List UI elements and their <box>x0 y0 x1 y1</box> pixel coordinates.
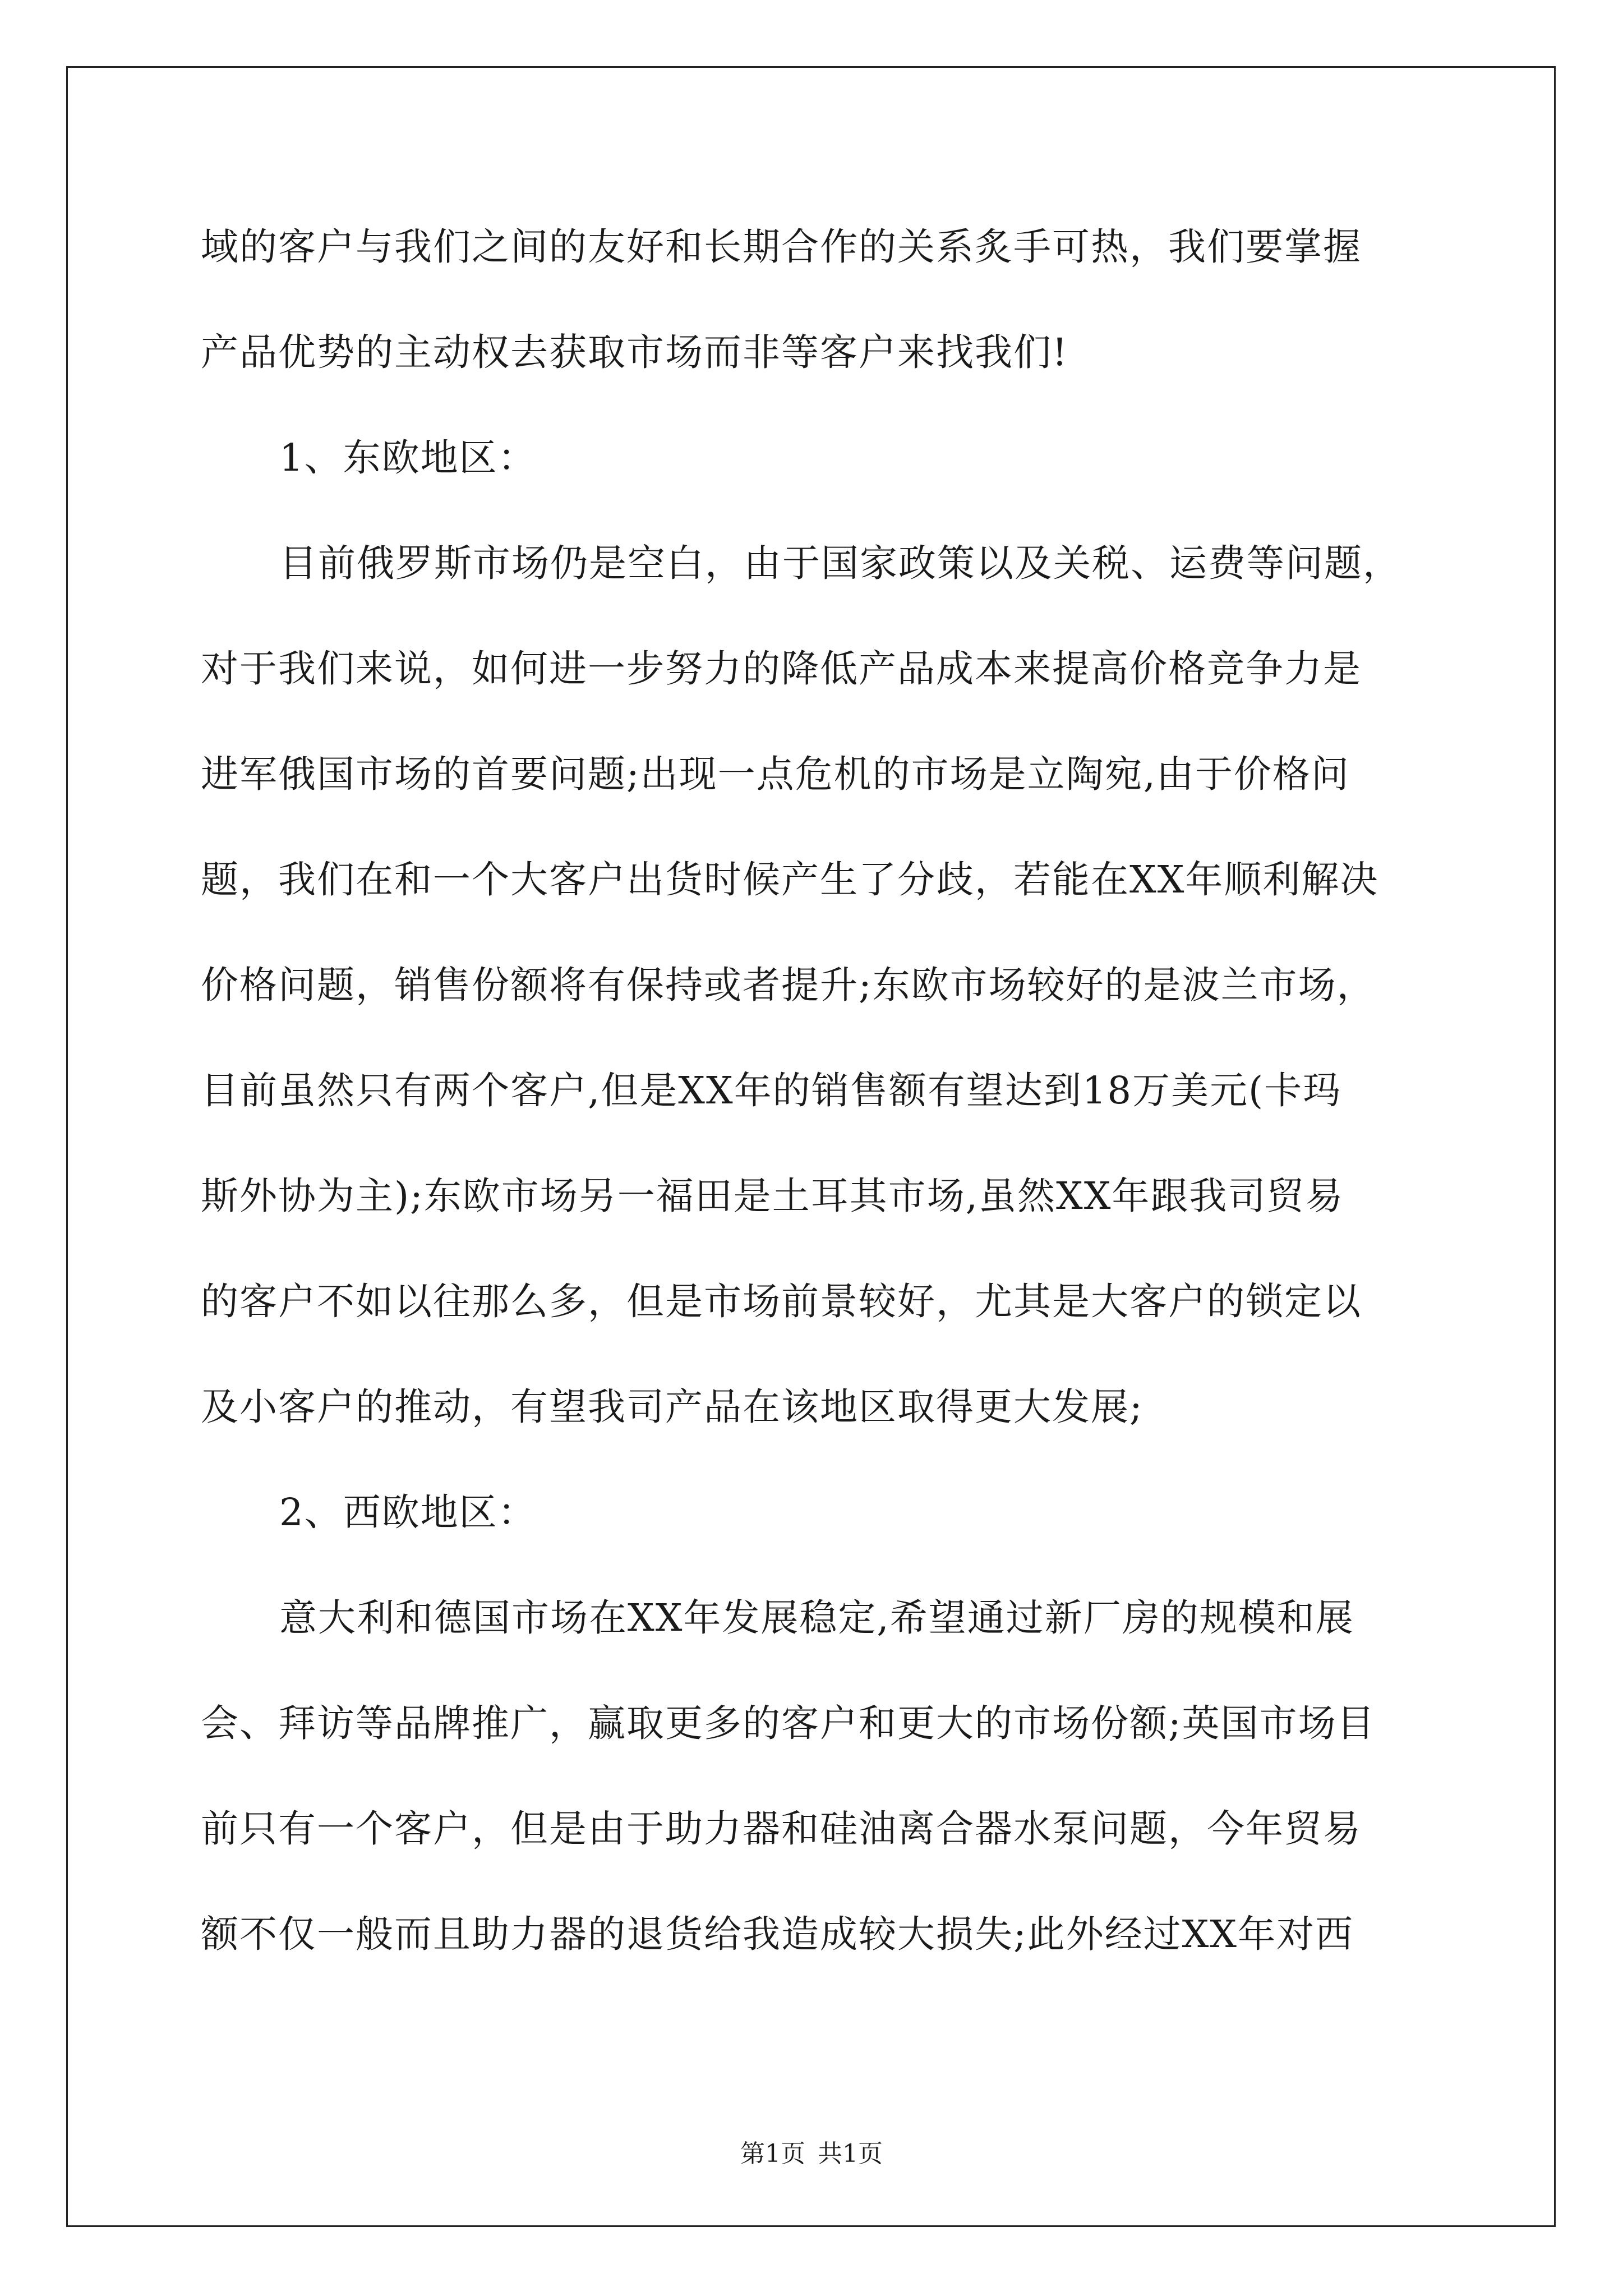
text-line: 斯外协为主);东欧市场另一福田是土耳其市场,虽然XX年跟我司贸易 <box>201 1174 1344 1218</box>
text-line: 目前虽然只有两个客户,但是XX年的销售额有望达到18万美元(卡玛 <box>201 1069 1342 1112</box>
text-line: 域的客户与我们之间的友好和长期合作的关系炙手可热，我们要掌握 <box>201 225 1362 269</box>
text-line: 额不仅一般而且助力器的退货给我造成较大损失;此外经过XX年对西 <box>201 1912 1354 1956</box>
text-line: 意大利和德国市场在XX年发展稳定,希望通过新厂房的规模和展 <box>279 1596 1354 1640</box>
text-line: 的客户不如以往那么多，但是市场前景较好，尤其是大客户的锁定以 <box>201 1280 1362 1323</box>
text-line: 前只有一个客户，但是由于助力器和硅油离合器水泵问题，今年贸易 <box>201 1807 1362 1851</box>
text-line: 产品优势的主动权去获取市场而非等客户来找我们! <box>201 330 1068 374</box>
text-line: 目前俄罗斯市场仍是空白，由于国家政策以及关税、运费等问题， <box>279 541 1401 585</box>
text-line: 会、拜访等品牌推广，赢取更多的客户和更大的市场份额;英国市场目 <box>201 1701 1376 1745</box>
section-heading: 2、西欧地区： <box>279 1490 537 1534</box>
section-heading: 1、东欧地区： <box>279 436 537 480</box>
page-total: 共1页 <box>818 2139 883 2168</box>
text-line: 对于我们来说，如何进一步努力的降低产品成本来提高价格竞争力是 <box>201 647 1362 691</box>
text-line: 进军俄国市场的首要问题;出现一点危机的市场是立陶宛,由于价格问 <box>201 752 1350 796</box>
text-line: 价格问题，销售份额将有保持或者提升;东欧市场较好的是波兰市场， <box>201 963 1376 1007</box>
text-line: 题，我们在和一个大客户出货时候产生了分歧，若能在XX年顺利解决 <box>201 858 1379 901</box>
page-footer <box>0 2137 1623 2171</box>
page-number: 第1页 <box>740 2139 805 2168</box>
text-line: 及小客户的推动，有望我司产品在该地区取得更大发展; <box>201 1385 1144 1429</box>
